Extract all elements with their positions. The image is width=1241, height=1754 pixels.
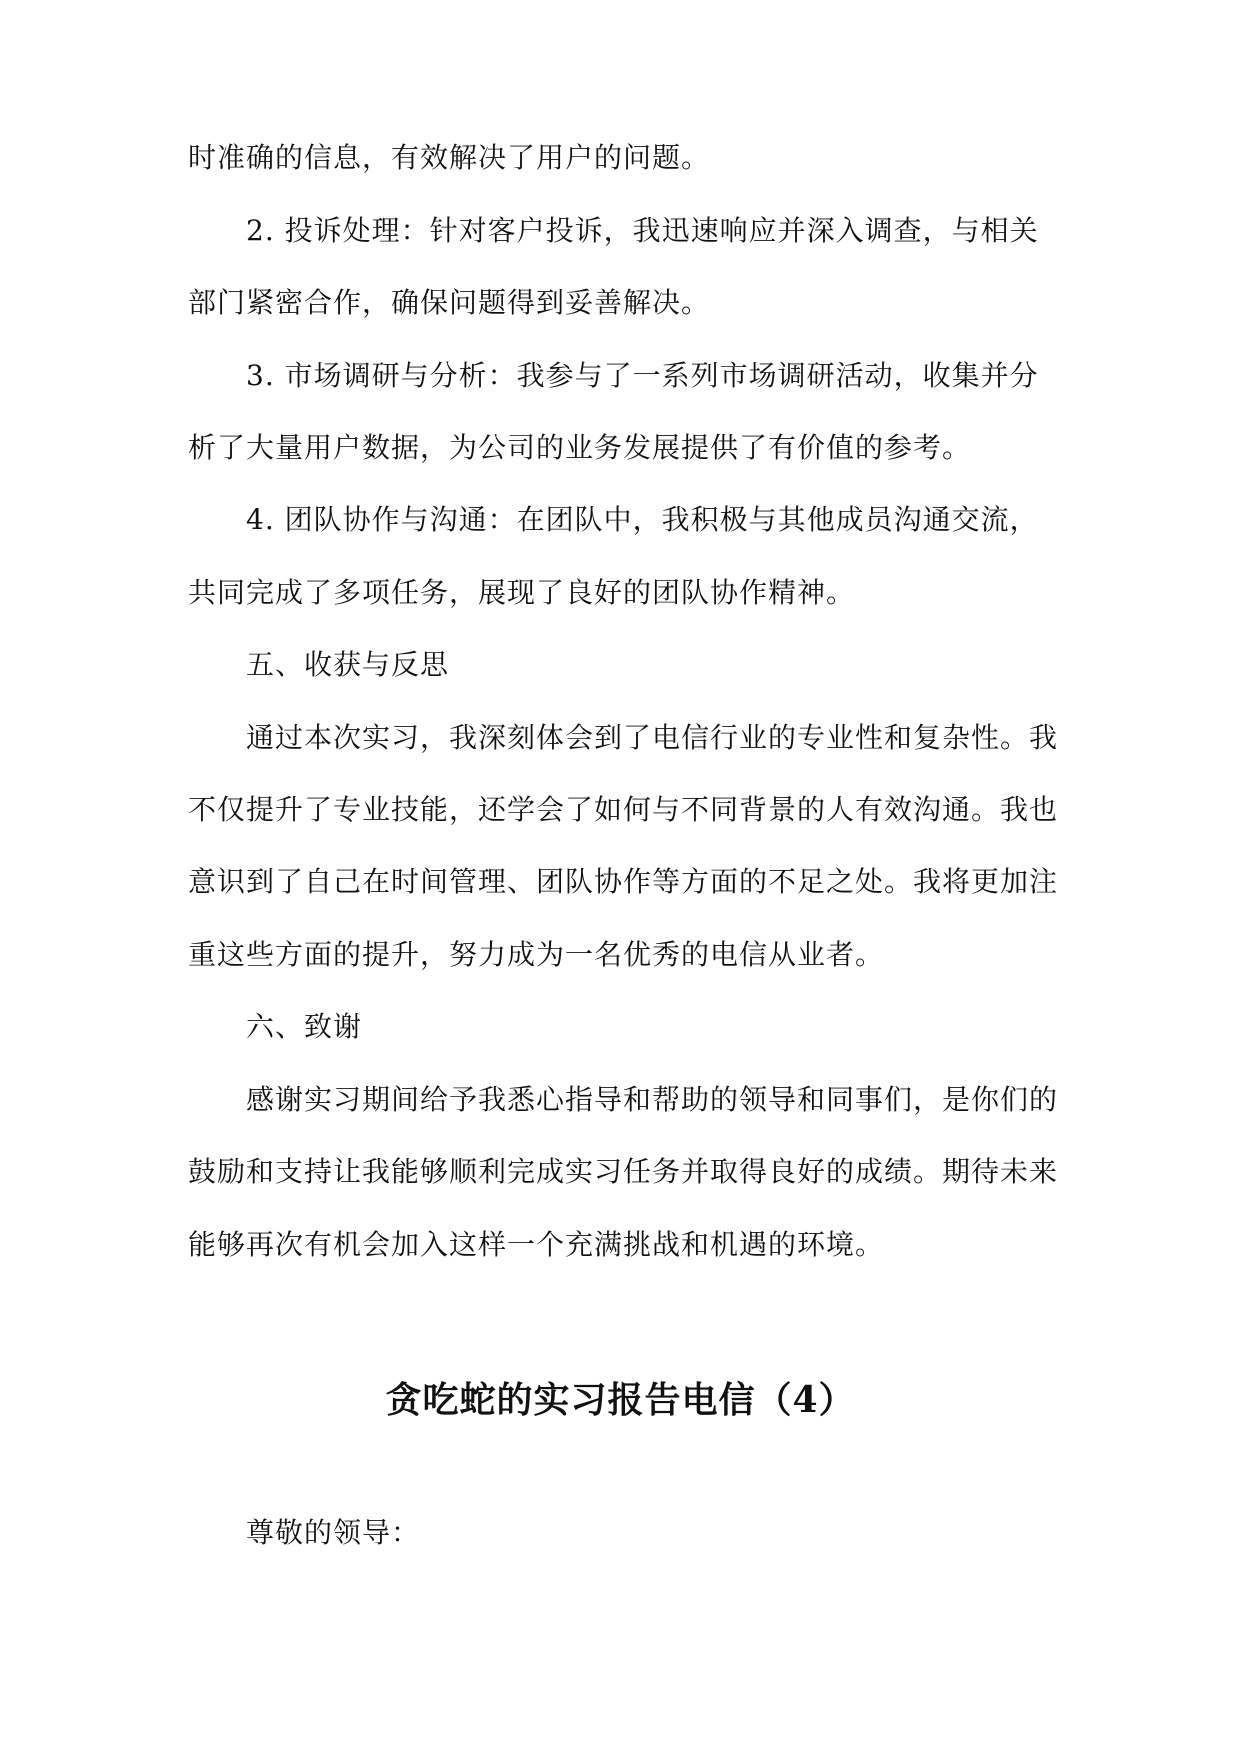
paragraph-line: 鼓励和支持让我能够顺利完成实习任务并取得良好的成绩。期待未来 xyxy=(188,1155,1059,1188)
paragraph-line: 不仅提升了专业技能，还学会了如何与不同背景的人有效沟通。我也 xyxy=(188,793,1059,826)
paragraph-line: 能够再次有机会加入这样一个充满挑战和机遇的环境。 xyxy=(188,1228,885,1261)
document-title: 贪吃蛇的实习报告电信（4） xyxy=(385,1379,856,1421)
paragraph-line: 通过本次实习，我深刻体会到了电信行业的专业性和复杂性。我 xyxy=(246,721,1059,754)
paragraph-line: 析了大量用户数据，为公司的业务发展提供了有价值的参考。 xyxy=(188,431,972,464)
list-item-line: 2. 投诉处理：针对客户投诉，我迅速响应并深入调查，与相关 xyxy=(246,214,1039,247)
paragraph-line: 感谢实习期间给予我悉心指导和帮助的领导和同事们，是你们的 xyxy=(246,1083,1059,1116)
paragraph-line: 重这些方面的提升，努力成为一名优秀的电信从业者。 xyxy=(188,938,885,971)
paragraph-line: 意识到了自己在时间管理、团队协作等方面的不足之处。我将更加注 xyxy=(188,865,1059,898)
list-item-line: 3. 市场调研与分析：我参与了一系列市场调研活动，收集并分 xyxy=(246,359,1039,392)
list-item-line: 4. 团队协作与沟通：在团队中，我积极与其他成员沟通交流， xyxy=(246,503,1039,536)
paragraph-line: 部门紧密合作，确保问题得到妥善解决。 xyxy=(188,286,711,319)
section-heading: 五、收获与反思 xyxy=(246,648,450,681)
section-heading: 六、致谢 xyxy=(246,1010,363,1043)
paragraph-line: 共同完成了多项任务，展现了良好的团队协作精神。 xyxy=(188,576,856,609)
paragraph-line: 时准确的信息，有效解决了用户的问题。 xyxy=(188,141,711,174)
salutation: 尊敬的领导： xyxy=(246,1516,421,1549)
